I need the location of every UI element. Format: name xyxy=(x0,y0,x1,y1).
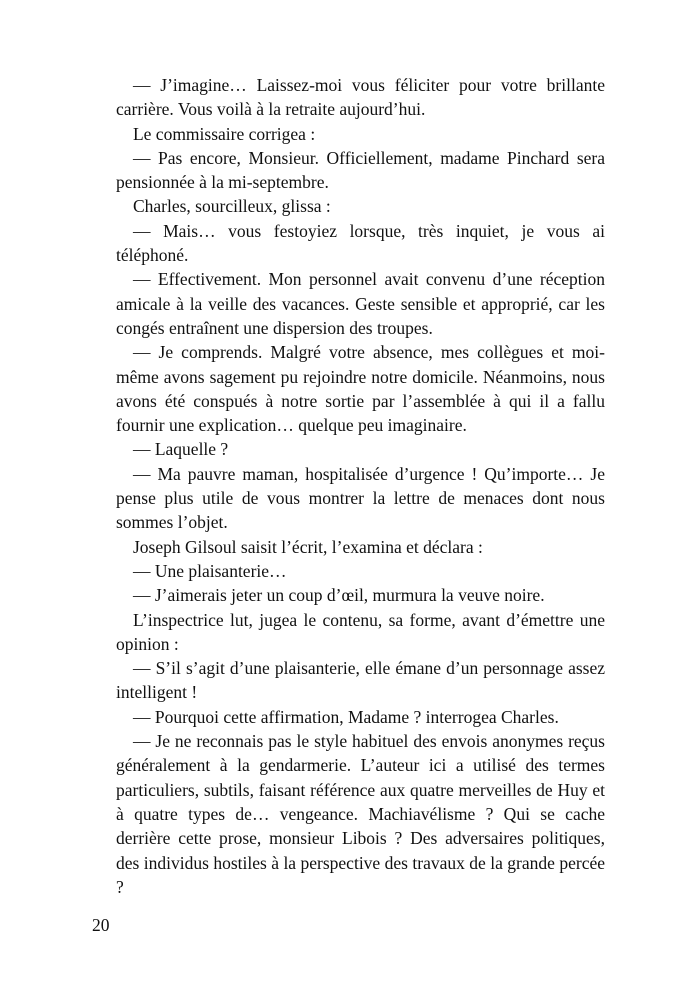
dialogue-paragraph: — Pas encore, Monsieur. Officiellement, madame Pinchard sera pensionnée à la mi-septembre. xyxy=(116,147,605,193)
dialogue-paragraph: — S’il s’agit d’une plaisanterie, elle émane d’un personnage assez intelligent ! xyxy=(116,658,605,703)
narration-paragraph: Joseph Gilsoul saisit l’écrit, l’examina et déclara : xyxy=(132,536,483,557)
dialogue-paragraph: — Ma pauvre maman, hospitalisée d’urgence ! Qu’importe… Je pense plus utile de vous montrer la lettre de menaces dont nous sommes l’objet. xyxy=(116,463,605,533)
dialogue-paragraph: — J’aimerais jeter un coup d’œil, murmura la veuve noire. xyxy=(132,585,545,606)
dialogue-paragraph: — Je ne reconnais pas le style habituel des envois anonymes reçus généralement à la gendarmerie. L’auteur ici a utilisé des termes particuliers, subtils, faisant référence aux quatre merveilles de Huy et à quatre types de… vengeance. Machiavélisme ? Qui se cache derrière cette prose, monsieur Libois ? Des adversaires politiques, des individus hostiles à la perspective des travaux de la grande percée ? xyxy=(116,731,605,897)
dialogue-paragraph: — J’imagine… Laissez-moi vous féliciter pour votre brillante carrière. Vous voilà à la retraite aujourd’hui. xyxy=(116,75,605,120)
narration-paragraph: Charles, sourcilleux, glissa : xyxy=(132,196,331,217)
dialogue-paragraph: — Une plaisanterie… xyxy=(132,560,287,581)
book-page-text xyxy=(116,73,605,899)
narration-paragraph: Le commissaire corrigea : xyxy=(132,123,316,144)
dialogue-paragraph: — Pourquoi cette affirmation, Madame ? interrogea Charles. xyxy=(132,706,559,727)
dialogue-paragraph: — Mais… vous festoyiez lorsque, très inquiet, je vous ai téléphoné. xyxy=(116,220,605,266)
dialogue-paragraph: — Laquelle ? xyxy=(132,439,229,460)
dialogue-paragraph: — Effectivement. Mon personnel avait convenu d’une réception amicale à la veille des vacances. Geste sensible et approprié, car les congés entraînent une dispersion des troupes. xyxy=(116,269,605,338)
dialogue-paragraph: — Je comprends. Malgré votre absence, mes collègues et moi-même avons sagement pu rejoindre notre domicile. Néanmoins, nous avons été conspués à notre sortie par l’assemblée à qui il a fallu fournir une explication… quelque peu imaginaire. xyxy=(116,342,605,436)
narration-paragraph: L’inspectrice lut, jugea le contenu, sa forme, avant d’émettre une opinion : xyxy=(116,609,605,654)
page-number: 20 xyxy=(92,915,110,935)
